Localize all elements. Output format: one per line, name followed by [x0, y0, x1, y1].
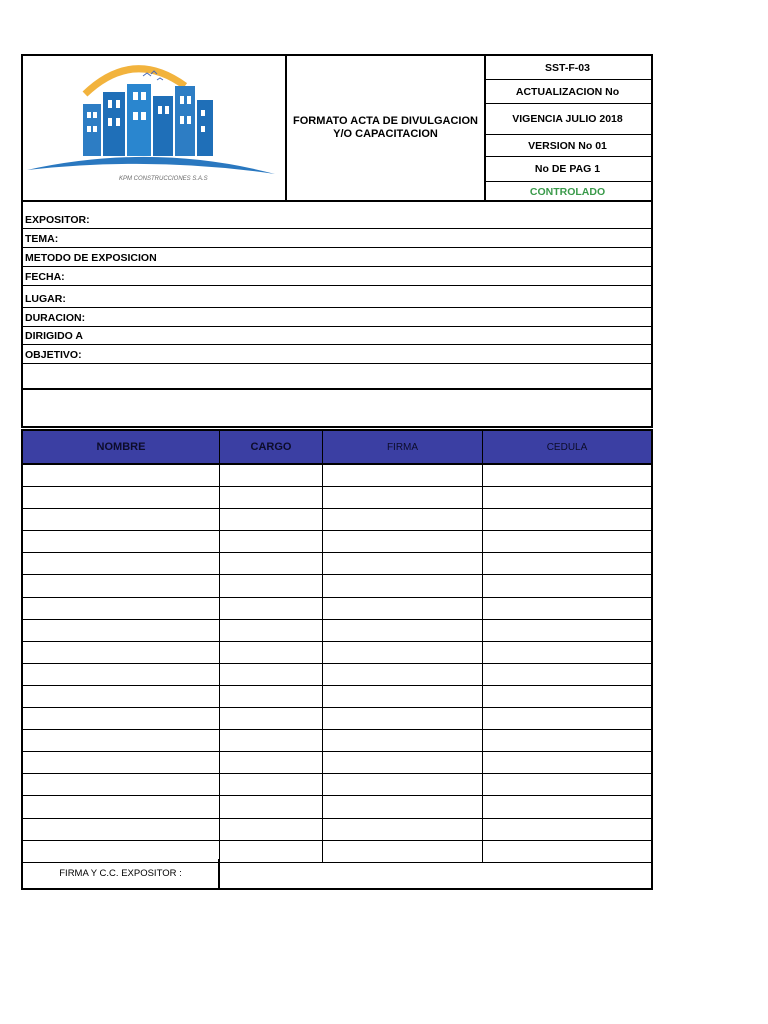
table-cell[interactable]	[220, 730, 323, 751]
table-cell[interactable]	[23, 620, 220, 641]
field-tema[interactable]: TEMA:	[23, 229, 651, 248]
table-row	[23, 708, 651, 730]
table-cell[interactable]	[483, 664, 651, 685]
table-cell[interactable]	[23, 465, 220, 486]
table-row	[23, 575, 651, 597]
table-cell[interactable]	[483, 598, 651, 619]
table-cell[interactable]	[323, 774, 483, 795]
table-cell[interactable]	[483, 686, 651, 707]
table-cell[interactable]	[323, 730, 483, 751]
table-cell[interactable]	[323, 598, 483, 619]
column-cargo: CARGO	[220, 431, 323, 463]
table-cell[interactable]	[323, 819, 483, 840]
table-row	[23, 553, 651, 575]
table-cell[interactable]	[23, 575, 220, 596]
document-code: SST-F-03	[484, 56, 651, 80]
table-row	[23, 465, 651, 487]
field-duracion[interactable]: DURACION:	[23, 308, 651, 327]
table-cell[interactable]	[220, 752, 323, 773]
attendance-table-header	[21, 429, 653, 465]
logo-company-text: KPM CONSTRUCCIONES S.A.S	[119, 176, 208, 182]
table-row	[23, 686, 651, 708]
table-row	[23, 509, 651, 531]
table-cell[interactable]	[23, 642, 220, 663]
table-cell[interactable]	[483, 487, 651, 508]
table-cell[interactable]	[483, 575, 651, 596]
table-cell[interactable]	[220, 575, 323, 596]
update-number: ACTUALIZACION No	[484, 80, 651, 104]
table-cell[interactable]	[220, 642, 323, 663]
table-cell[interactable]	[23, 598, 220, 619]
page-number: No DE PAG 1	[484, 157, 651, 182]
table-cell[interactable]	[23, 774, 220, 795]
table-cell[interactable]	[483, 774, 651, 795]
table-cell[interactable]	[323, 642, 483, 663]
table-cell[interactable]	[323, 487, 483, 508]
table-row	[23, 796, 651, 818]
table-cell[interactable]	[23, 686, 220, 707]
table-cell[interactable]	[323, 531, 483, 552]
table-cell[interactable]	[323, 553, 483, 574]
table-cell[interactable]	[220, 509, 323, 530]
table-cell[interactable]	[23, 531, 220, 552]
table-cell[interactable]	[220, 686, 323, 707]
attendance-table-body	[21, 465, 653, 863]
table-row	[23, 664, 651, 686]
control-status: CONTROLADO	[529, 186, 606, 198]
table-cell[interactable]	[323, 752, 483, 773]
document-control-box	[484, 56, 651, 200]
column-firma: FIRMA	[323, 431, 483, 463]
table-cell[interactable]	[23, 752, 220, 773]
table-cell[interactable]	[483, 730, 651, 751]
table-cell[interactable]	[323, 664, 483, 685]
form-title-line2: Y/O CAPACITACION	[333, 128, 438, 140]
form-title-line1: FORMATO ACTA DE DIVULGACION	[293, 115, 478, 127]
table-cell[interactable]	[23, 509, 220, 530]
table-row	[23, 531, 651, 553]
table-cell[interactable]	[483, 642, 651, 663]
table-cell[interactable]	[220, 796, 323, 817]
table-row	[23, 620, 651, 642]
table-cell[interactable]	[323, 465, 483, 486]
table-cell[interactable]	[323, 509, 483, 530]
table-cell[interactable]	[220, 774, 323, 795]
table-cell[interactable]	[483, 752, 651, 773]
table-row	[23, 487, 651, 509]
table-cell[interactable]	[23, 796, 220, 817]
field-fecha[interactable]: FECHA:	[23, 267, 651, 286]
table-cell[interactable]	[220, 553, 323, 574]
table-row	[23, 642, 651, 664]
table-cell[interactable]	[483, 708, 651, 729]
company-logo	[23, 56, 285, 200]
table-cell[interactable]	[483, 819, 651, 840]
table-cell[interactable]	[483, 509, 651, 530]
table-cell[interactable]	[220, 531, 323, 552]
session-info	[21, 202, 653, 390]
table-cell[interactable]	[483, 620, 651, 641]
table-row	[23, 730, 651, 752]
table-cell[interactable]	[23, 708, 220, 729]
table-row	[23, 598, 651, 620]
table-cell[interactable]	[483, 465, 651, 486]
table-cell[interactable]	[483, 531, 651, 552]
table-cell[interactable]	[220, 620, 323, 641]
table-cell[interactable]	[220, 487, 323, 508]
table-cell[interactable]	[483, 553, 651, 574]
field-expositor[interactable]: EXPOSITOR:	[23, 202, 651, 229]
table-row	[23, 774, 651, 796]
column-nombre: NOMBRE	[23, 431, 220, 463]
field-metodo[interactable]: METODO DE EXPOSICION	[23, 248, 651, 267]
table-cell[interactable]	[23, 553, 220, 574]
table-cell[interactable]	[23, 730, 220, 751]
table-cell[interactable]	[220, 598, 323, 619]
table-cell[interactable]	[23, 819, 220, 840]
table-cell[interactable]	[220, 664, 323, 685]
column-cedula: CEDULA	[546, 441, 588, 453]
table-cell[interactable]	[23, 664, 220, 685]
objective-blank-area[interactable]	[21, 390, 653, 428]
table-cell[interactable]	[323, 796, 483, 817]
field-dirigido[interactable]: DIRIGIDO A	[23, 327, 651, 345]
table-cell[interactable]	[220, 708, 323, 729]
table-cell[interactable]	[323, 620, 483, 641]
table-cell[interactable]	[220, 819, 323, 840]
table-cell[interactable]	[323, 575, 483, 596]
expositor-signature-row	[21, 859, 653, 890]
table-cell[interactable]	[23, 487, 220, 508]
table-row	[23, 752, 651, 774]
version: VERSION No 01	[484, 135, 651, 157]
table-cell[interactable]	[483, 796, 651, 817]
signature-label: FIRMA Y C.C. EXPOSITOR :	[23, 859, 220, 888]
validity: VIGENCIA JULIO 2018	[484, 104, 651, 135]
form-title	[285, 56, 486, 200]
signature-field[interactable]	[220, 859, 651, 888]
table-row	[23, 819, 651, 841]
table-cell[interactable]	[323, 708, 483, 729]
field-lugar[interactable]: LUGAR:	[23, 286, 651, 308]
field-objetivo[interactable]: OBJETIVO:	[23, 345, 651, 364]
document-header	[21, 54, 653, 202]
table-cell[interactable]	[323, 686, 483, 707]
table-cell[interactable]	[220, 465, 323, 486]
